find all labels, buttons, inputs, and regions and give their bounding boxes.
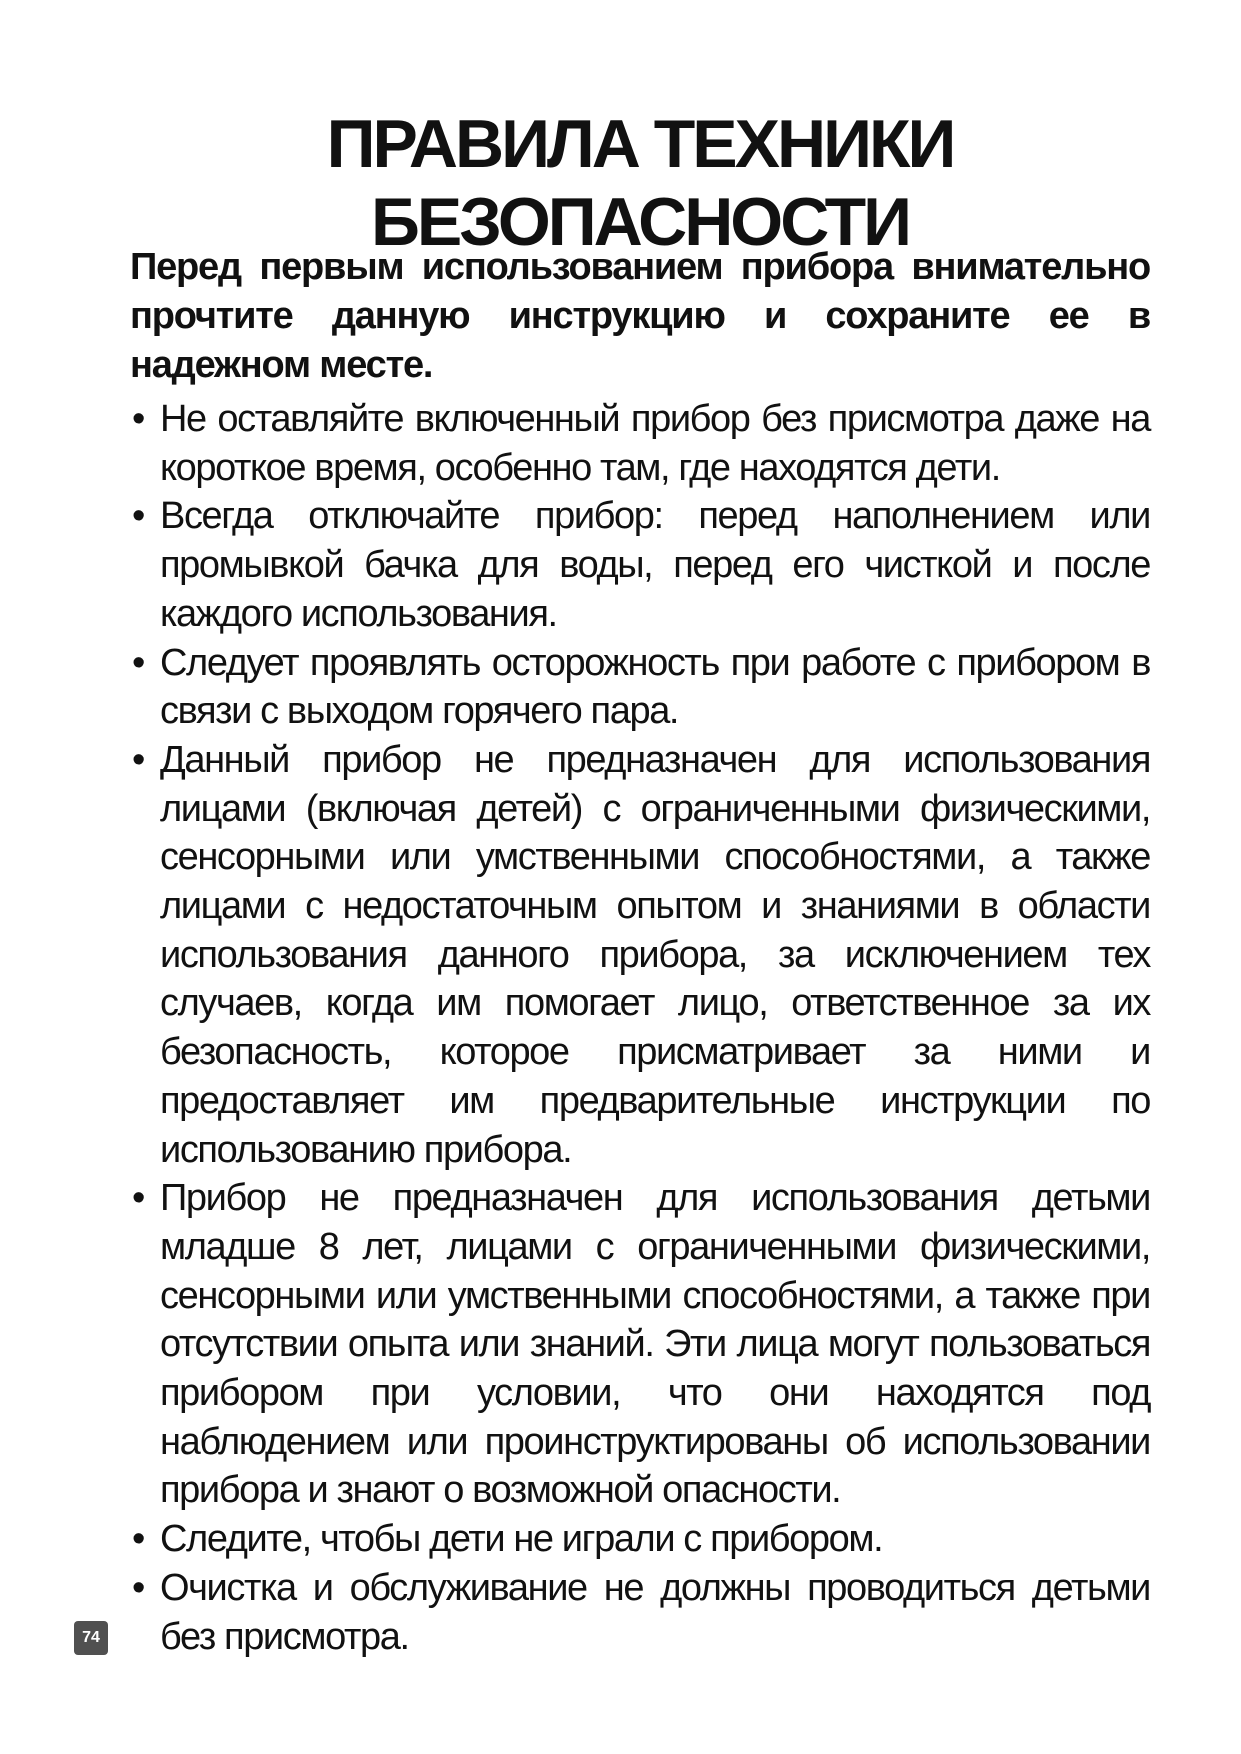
bullet-icon: • <box>132 641 144 684</box>
bullet-icon: • <box>132 495 144 538</box>
safety-rule-text: Всегда отключайте прибор: перед наполнением или промывкой бачка для воды, перед его чисткой и после каждого использования. <box>160 495 1150 635</box>
page-number: 74 <box>74 1621 108 1655</box>
page-title <box>130 105 1150 261</box>
safety-rule-text: Не оставляйте включенный прибор без присмотра даже на короткое время, особенно там, где находятся дети. <box>160 398 1150 489</box>
safety-rule-7 <box>130 1564 1150 1661</box>
safety-rule-3 <box>130 639 1150 736</box>
safety-rule-text: Данный прибор не предназначен для использования лицами (включая детей) с ограниченными физическими, сенсорными или умственными способностями, а также лицами с недостаточным опытом и знаниями в области использования данного прибора, за исключением тех случаев, когда им помогает лицо, ответственное за их безопасность, которое присматривает за ними и предоставляет им предварительные инструкции по использованию прибора. <box>160 738 1150 1171</box>
bullet-icon: • <box>132 1566 144 1609</box>
safety-rule-5 <box>130 1174 1150 1515</box>
bullet-icon: • <box>132 1518 144 1561</box>
safety-rule-6 <box>130 1515 1150 1564</box>
bullet-icon: • <box>132 398 144 440</box>
bullet-icon: • <box>132 738 144 781</box>
intro-paragraph: Перед первым использованием прибора внимательно прочтите данную инструкцию и сохраните ее в надежном месте. <box>130 246 1150 386</box>
safety-rule-2 <box>130 492 1150 638</box>
safety-rule-text: Очистка и обслуживание не должны проводиться детьми без присмотра. <box>160 1566 1150 1658</box>
safety-rule-text: Следите, чтобы дети не играли с прибором. <box>160 1518 883 1561</box>
safety-rules-list <box>130 395 1150 1661</box>
page-title-line-2: БЕЗОПАСНОСТИ <box>370 184 910 260</box>
safety-rule-text: Прибор не предназначен для использования детьми младше 8 лет, лицами с ограниченными физическими, сенсорными или умственными способностями, а также при отсутствии опыта или знаний. Эти лица могут пользоваться прибором при условии, что они находятся под наблюдением или проинструктированы об использовании прибора и знают о возможной опасности. <box>160 1177 1150 1512</box>
safety-rule-text: Следует проявлять осторожность при работе с прибором в связи с выходом горячего пара. <box>160 641 1150 733</box>
safety-rule-4 <box>130 736 1150 1174</box>
bullet-icon: • <box>132 1177 144 1220</box>
safety-rule-1 <box>130 395 1150 492</box>
page-title-line-1: ПРАВИЛА ТЕХНИКИ <box>326 106 954 182</box>
